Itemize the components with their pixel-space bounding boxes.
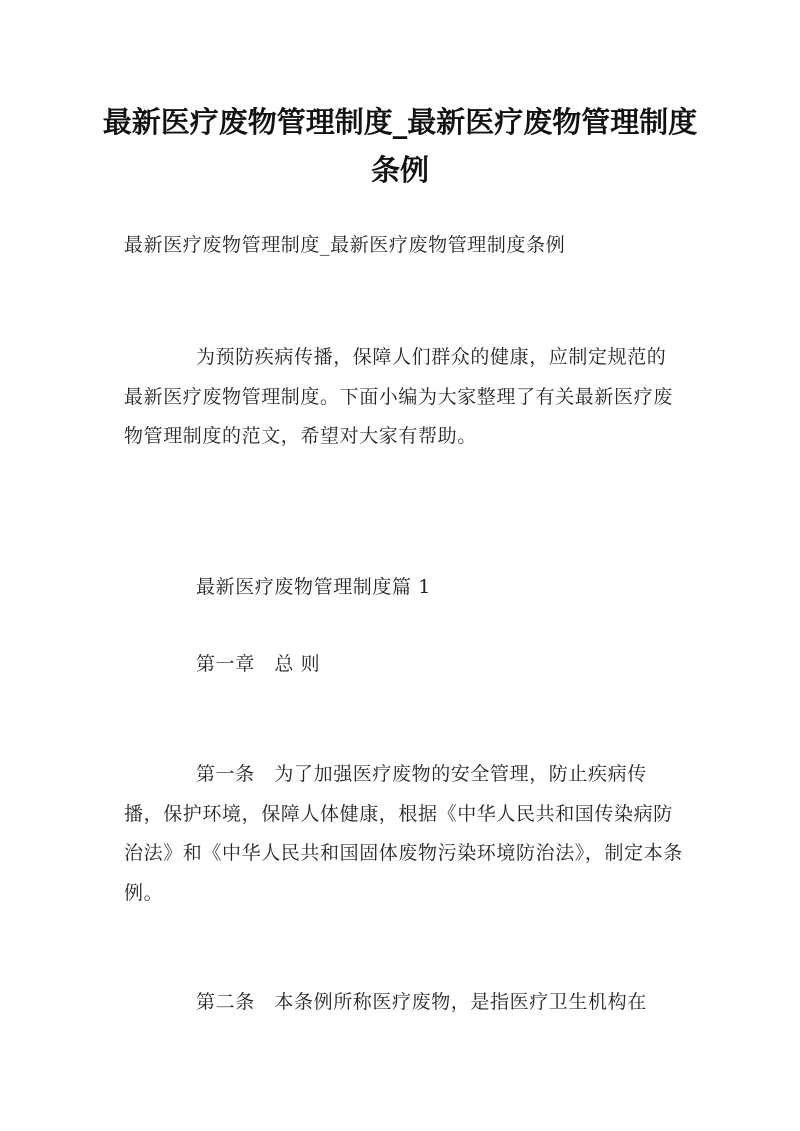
article-paragraph-1: 第一条 为了加强医疗废物的安全管理，防止疾病传播，保护环境，保障人体健康，根据《中华人民共和国传染病防治法》和《中华人民共和国固体废物污染环境防治法》，制定本条例。 xyxy=(124,763,683,904)
section-heading: 最新医疗废物管理制度篇 1 xyxy=(196,576,431,598)
document-subtitle: 最新医疗废物管理制度_最新医疗废物管理制度条例 xyxy=(124,234,566,256)
intro-paragraph: 为预防疾病传播，保障人们群众的健康，应制定规范的最新医疗废物管理制度。下面小编为大家整理了有关最新医疗废物管理制度的范文，希望对大家有帮助。 xyxy=(124,346,673,447)
article-paragraph-2: 第二条 本条例所称医疗废物，是指医疗卫生机构在 xyxy=(196,991,647,1013)
chapter-heading: 第一章 总 则 xyxy=(196,653,321,675)
document-title: 最新医疗废物管理制度_最新医疗废物管理制度条例 xyxy=(102,105,698,187)
